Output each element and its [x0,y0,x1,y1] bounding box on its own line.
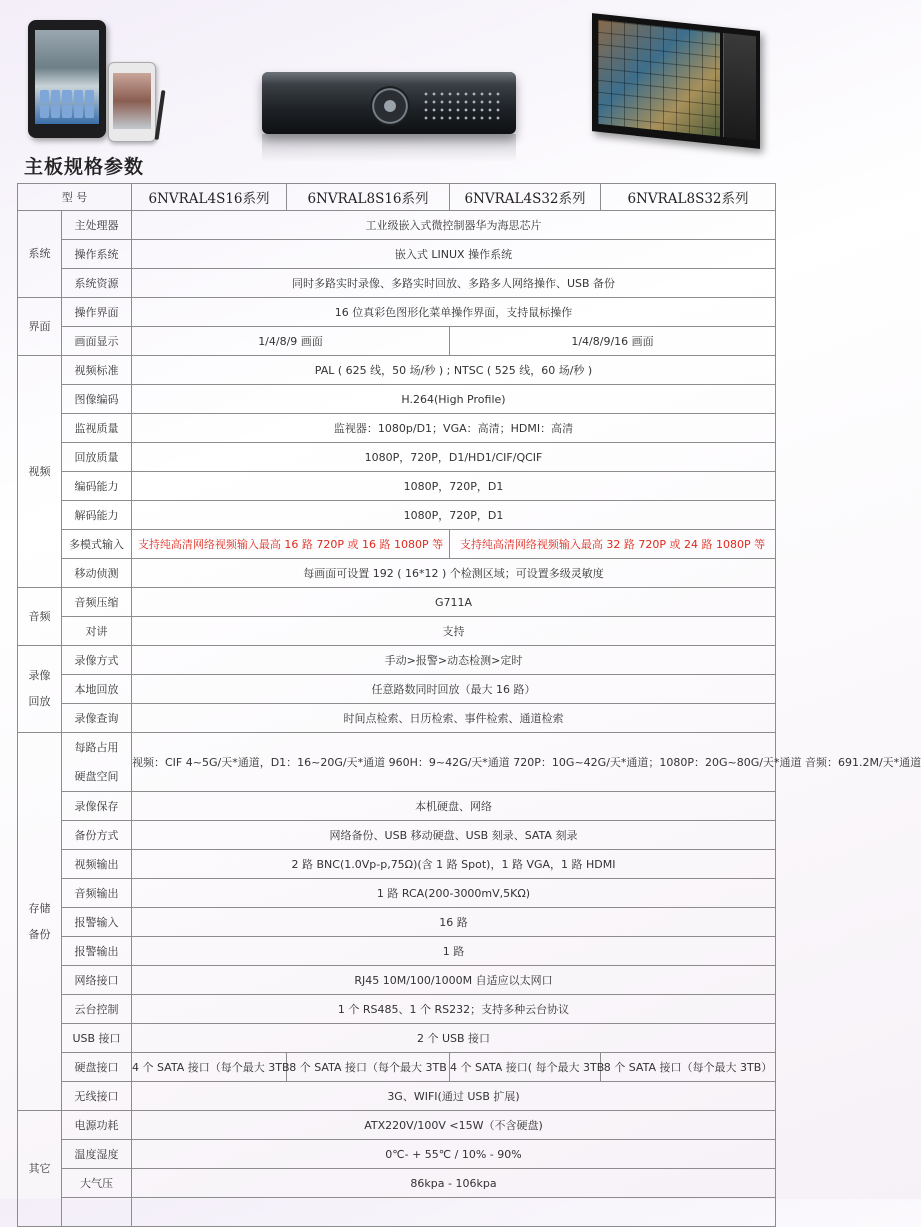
row-label: 操作界面 [62,298,132,327]
table-row [18,966,776,995]
category-audio: 音频 [18,588,62,646]
row-value: 1 路 RCA(200-3000mV,5KΩ) [132,879,776,908]
table-row [18,559,776,588]
row-label: 操作系统 [62,240,132,269]
table-row [18,356,776,385]
row-value: 2 路 BNC(1.0Vp-p,75Ω)(含 1 路 Spot)，1 路 VGA，1 路 HDMI [132,850,776,879]
row-label: 报警输入 [62,908,132,937]
row-value: 1080P，720P，D1 [132,472,776,501]
model-name: 6NVRAL4S16系列 [132,184,287,211]
table-row [18,414,776,443]
row-label: 系统资源 [62,269,132,298]
category-record-line1: 录像 [28,669,51,682]
row-label: 温度湿度 [62,1140,132,1169]
row-value: 嵌入式 LINUX 操作系统 [132,240,776,269]
tablet-image [28,20,106,138]
row-value: 1 路 [132,937,776,966]
table-row [18,1198,776,1227]
table-row [18,298,776,327]
row-value: 任意路数同时回放（最大 16 路） [132,675,776,704]
table-row [18,385,776,414]
disk-space-label-1: 每路占用 [74,741,119,754]
row-label: 主处理器 [62,211,132,240]
row-value: 监视器：1080p/D1；VGA：高清；HDMI：高清 [132,414,776,443]
row-label: 移动侦测 [62,559,132,588]
table-row [18,501,776,530]
row-label: 硬盘接口 [62,1053,132,1082]
category-storage-line1: 存储 [28,901,51,915]
row-label: 录像查询 [62,704,132,733]
table-row [18,327,776,356]
row-label: 云台控制 [62,995,132,1024]
category-storage-line2: 备份 [28,927,51,941]
table-row [18,879,776,908]
row-value: 视频：CIF 4~5G/天*通道，D1：16~20G/天*通道 960H：9~42G/天*通道 720P：10G~42G/天*通道；1080P：20G~80G/天*通道 音频：691.2M/天*通道 [132,733,776,792]
category-interface: 界面 [18,298,62,356]
row-label: 画面显示 [62,327,132,356]
row-value: ATX220V/100V <15W（不含硬盘) [132,1111,776,1140]
table-row [18,908,776,937]
table-row [18,211,776,240]
row-label: 编码能力 [62,472,132,501]
row-value: 1/4/8/9 画面 [132,327,450,356]
row-value: 3G、WIFI(通过 USB 扩展) [132,1082,776,1111]
table-row [18,675,776,704]
table-row [18,792,776,821]
table-row [18,646,776,675]
table-row [18,733,776,792]
row-value: 1080P，720P，D1 [132,501,776,530]
row-value: 0℃- + 55℃ / 10% - 90% [132,1140,776,1169]
model-name: 6NVRAL8S32系列 [601,184,776,211]
row-value: 每画面可设置 192 ( 16*12 ) 个检测区域；可设置多级灵敏度 [132,559,776,588]
category-record-line2: 回放 [28,695,51,708]
table-header-row [18,184,776,211]
row-value: 时间点检索、日历检索、事件检索、通道检索 [132,704,776,733]
row-label: 音频压缩 [62,588,132,617]
row-value: 1 个 RS485、1 个 RS232；支持多种云台协议 [132,995,776,1024]
category-other: 其它 [18,1111,62,1227]
row-value: 2 个 USB 接口 [132,1024,776,1053]
row-label: 回放质量 [62,443,132,472]
table-row [18,1082,776,1111]
row-label: 无线接口 [62,1082,132,1111]
row-value: 网络备份、USB 移动硬盘、USB 刻录、SATA 刻录 [132,821,776,850]
table-row [18,1111,776,1140]
table-row [18,1053,776,1082]
table-row [18,530,776,559]
table-row [18,443,776,472]
row-value: 4 个 SATA 接口( 每个最大 3TB [450,1053,601,1082]
row-value: 1/4/8/9/16 画面 [450,327,776,356]
table-row [18,1024,776,1053]
row-label: 图像编码 [62,385,132,414]
row-label: 音频输出 [62,879,132,908]
row-value: 支持 [132,617,776,646]
row-value: 支持纯高清网络视频输入最高 32 路 720P 或 24 路 1080P 等 [450,530,776,559]
table-row [18,269,776,298]
page-title: 主板规格参数 [24,156,145,178]
row-value: 8 个 SATA 接口（每个最大 3TB [287,1053,450,1082]
row-value: 8 个 SATA 接口（每个最大 3TB） [601,1053,776,1082]
row-label: 电源功耗 [62,1111,132,1140]
row-value: H.264(High Profile) [132,385,776,414]
row-label: 网络接口 [62,966,132,995]
spec-table [17,183,921,1227]
type-label: 型 号 [18,184,132,211]
model-name: 6NVRAL4S32系列 [450,184,601,211]
row-label: 备份方式 [62,821,132,850]
row-label: 监视质量 [62,414,132,443]
row-label: 大气压 [62,1169,132,1198]
row-value: G711A [132,588,776,617]
stylus-image [155,90,166,140]
category-system: 系统 [18,211,62,298]
row-value: 工业级嵌入式微控制器华为海思芯片 [132,211,776,240]
table-row [18,704,776,733]
table-row [18,1169,776,1198]
row-value: 4 个 SATA 接口（每个最大 3TB [132,1053,287,1082]
row-label: 对讲 [62,617,132,646]
row-label: 报警输出 [62,937,132,966]
row-value: 支持纯高清网络视频输入最高 16 路 720P 或 16 路 1080P 等 [132,530,450,559]
table-row [18,821,776,850]
row-value: 16 位真彩色图形化菜单操作界面，支持鼠标操作 [132,298,776,327]
category-video: 视频 [18,356,62,588]
table-row [18,1140,776,1169]
row-label: 解码能力 [62,501,132,530]
row-label: 视频标准 [62,356,132,385]
category-storage [18,733,62,1111]
row-value: 本机硬盘、网络 [132,792,776,821]
category-record [18,646,62,733]
table-row [18,472,776,501]
row-value: RJ45 10M/100/1000M 自适应以太网口 [132,966,776,995]
disk-space-label-2: 硬盘空间 [74,770,119,783]
row-value: 16 路 [132,908,776,937]
model-name: 6NVRAL8S16系列 [287,184,450,211]
table-row [18,850,776,879]
row-label [62,733,132,792]
nvr-device-image [262,72,516,134]
table-row [18,937,776,966]
row-value: 手动>报警>动态检测>定时 [132,646,776,675]
row-label: 录像方式 [62,646,132,675]
table-row [18,588,776,617]
row-label: 本地回放 [62,675,132,704]
table-row [18,617,776,646]
row-value: 86kpa - 106kpa [132,1169,776,1198]
phone-image [108,62,156,142]
row-label: 多模式输入 [62,530,132,559]
table-row [18,995,776,1024]
table-row [18,240,776,269]
row-label: 录像保存 [62,792,132,821]
row-value: 1080P，720P，D1/HD1/CIF/QCIF [132,443,776,472]
row-value: PAL ( 625 线，50 场/秒 ) ; NTSC ( 525 线，60 场/秒 ) [132,356,776,385]
row-value: 同时多路实时录像、多路实时回放、多路多人网络操作、USB 备份 [132,269,776,298]
monitor-image [592,13,760,149]
row-label: 视频输出 [62,850,132,879]
row-label: USB 接口 [62,1024,132,1053]
